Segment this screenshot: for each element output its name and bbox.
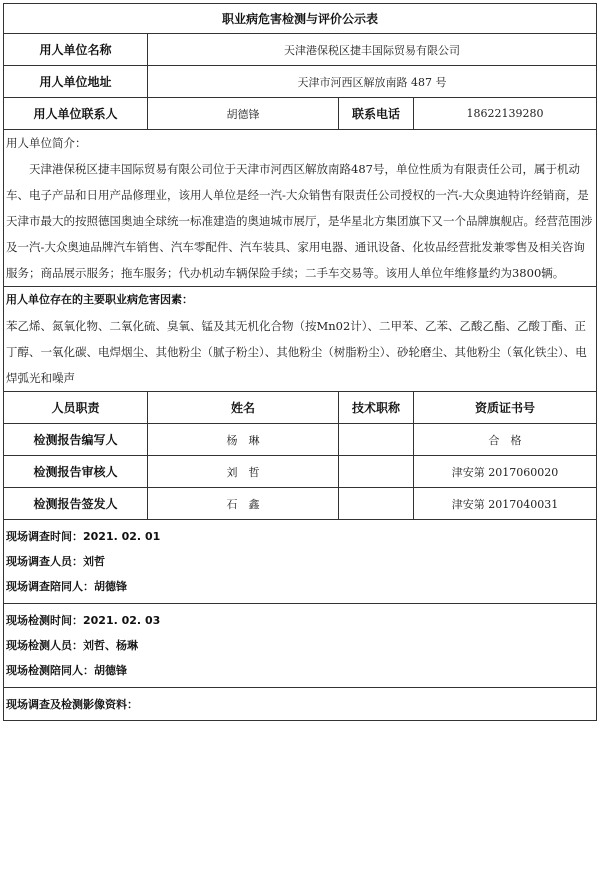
header-role: 人员职责 <box>4 392 148 424</box>
row-role: 检测报告审核人 <box>4 456 148 488</box>
intro-text: 天津港保税区捷丰国际贸易有限公司位于天津市河西区解放南路487号，单位性质为有限责任公司，属于机动车、电子产品和日用产品修理业，该用人单位是经一汽-大众销售有限责任公司授权的一汽-大众奥迪特许经销商，是天津市最大的按照德国奥迪全球统一标准建造的奥迪城市展厅，是华星北方集团旗下又一个品牌旗舰店。经营范围涉及一汽-大众奥迪品牌汽车销售、汽车零配件、汽车装具、家用电器、通讯设备、化妆品经营批发兼零售及相关咨询服务；商品展示服务；拖车服务；代办机动车辆保险手续；二手车交易等。该用人单位年维修量约为3800辆。 <box>6 162 593 280</box>
detection-time: 现场检测时间：2021. 02. 03 <box>6 614 161 627</box>
table-title: 职业病危害检测与评价公示表 <box>4 4 597 34</box>
header-title: 技术职称 <box>339 392 414 424</box>
images-label: 现场调查及检测影像资料： <box>6 697 138 711</box>
row-role: 检测报告签发人 <box>4 488 148 520</box>
header-cert: 资质证书号 <box>414 392 597 424</box>
row-name: 杨 琳 <box>148 424 339 456</box>
unit-name-value: 天津港保税区捷丰国际贸易有限公司 <box>148 34 597 66</box>
survey-staff: 现场调查人员：刘哲 <box>6 555 105 568</box>
row-role: 检测报告编写人 <box>4 424 148 456</box>
hazards-label: 用人单位存在的主要职业病危害因素： <box>6 293 193 306</box>
row-cert: 合 格 <box>414 424 597 456</box>
disclosure-document <box>3 3 596 721</box>
intro-label: 用人单位简介： <box>6 136 87 150</box>
row-name: 石 鑫 <box>148 488 339 520</box>
row-name: 刘 哲 <box>148 456 339 488</box>
unit-phone-value: 18622139280 <box>414 98 597 130</box>
header-name: 姓名 <box>148 392 339 424</box>
detection-companion: 现场检测陪同人：胡德锋 <box>6 664 127 677</box>
images-section <box>4 688 597 721</box>
row-title <box>339 488 414 520</box>
row-cert: 津安第 2017060020 <box>414 456 597 488</box>
row-title <box>339 456 414 488</box>
disclosure-table <box>3 3 597 721</box>
detection-staff: 现场检测人员：刘哲、杨琳 <box>6 639 138 652</box>
row-cert: 津安第 2017040031 <box>414 488 597 520</box>
table-row <box>4 488 597 520</box>
survey-section <box>4 520 597 604</box>
row-title <box>339 424 414 456</box>
detection-section <box>4 604 597 688</box>
unit-contact-value: 胡德锋 <box>148 98 339 130</box>
survey-companion: 现场调查陪同人：胡德锋 <box>6 580 127 593</box>
intro-section <box>4 130 597 287</box>
table-row <box>4 456 597 488</box>
survey-time: 现场调查时间：2021. 02. 01 <box>6 530 161 543</box>
unit-name-label: 用人单位名称 <box>4 34 148 66</box>
unit-contact-label: 用人单位联系人 <box>4 98 148 130</box>
unit-address-value: 天津市河西区解放南路 487 号 <box>148 66 597 98</box>
hazards-section <box>4 287 597 392</box>
table-row <box>4 424 597 456</box>
unit-address-label: 用人单位地址 <box>4 66 148 98</box>
hazards-text: 苯乙烯、氮氧化物、二氧化硫、臭氧、锰及其无机化合物（按Mn02计）、二甲苯、乙苯、乙酸乙酯、乙酸丁酯、正丁醇、一氧化碳、电焊烟尘、其他粉尘（腻子粉尘）、其他粉尘（树脂粉尘）、砂轮磨尘、其他粉尘（氧化铁尘）、电焊弧光和噪声 <box>6 319 587 385</box>
unit-phone-label: 联系电话 <box>339 98 414 130</box>
